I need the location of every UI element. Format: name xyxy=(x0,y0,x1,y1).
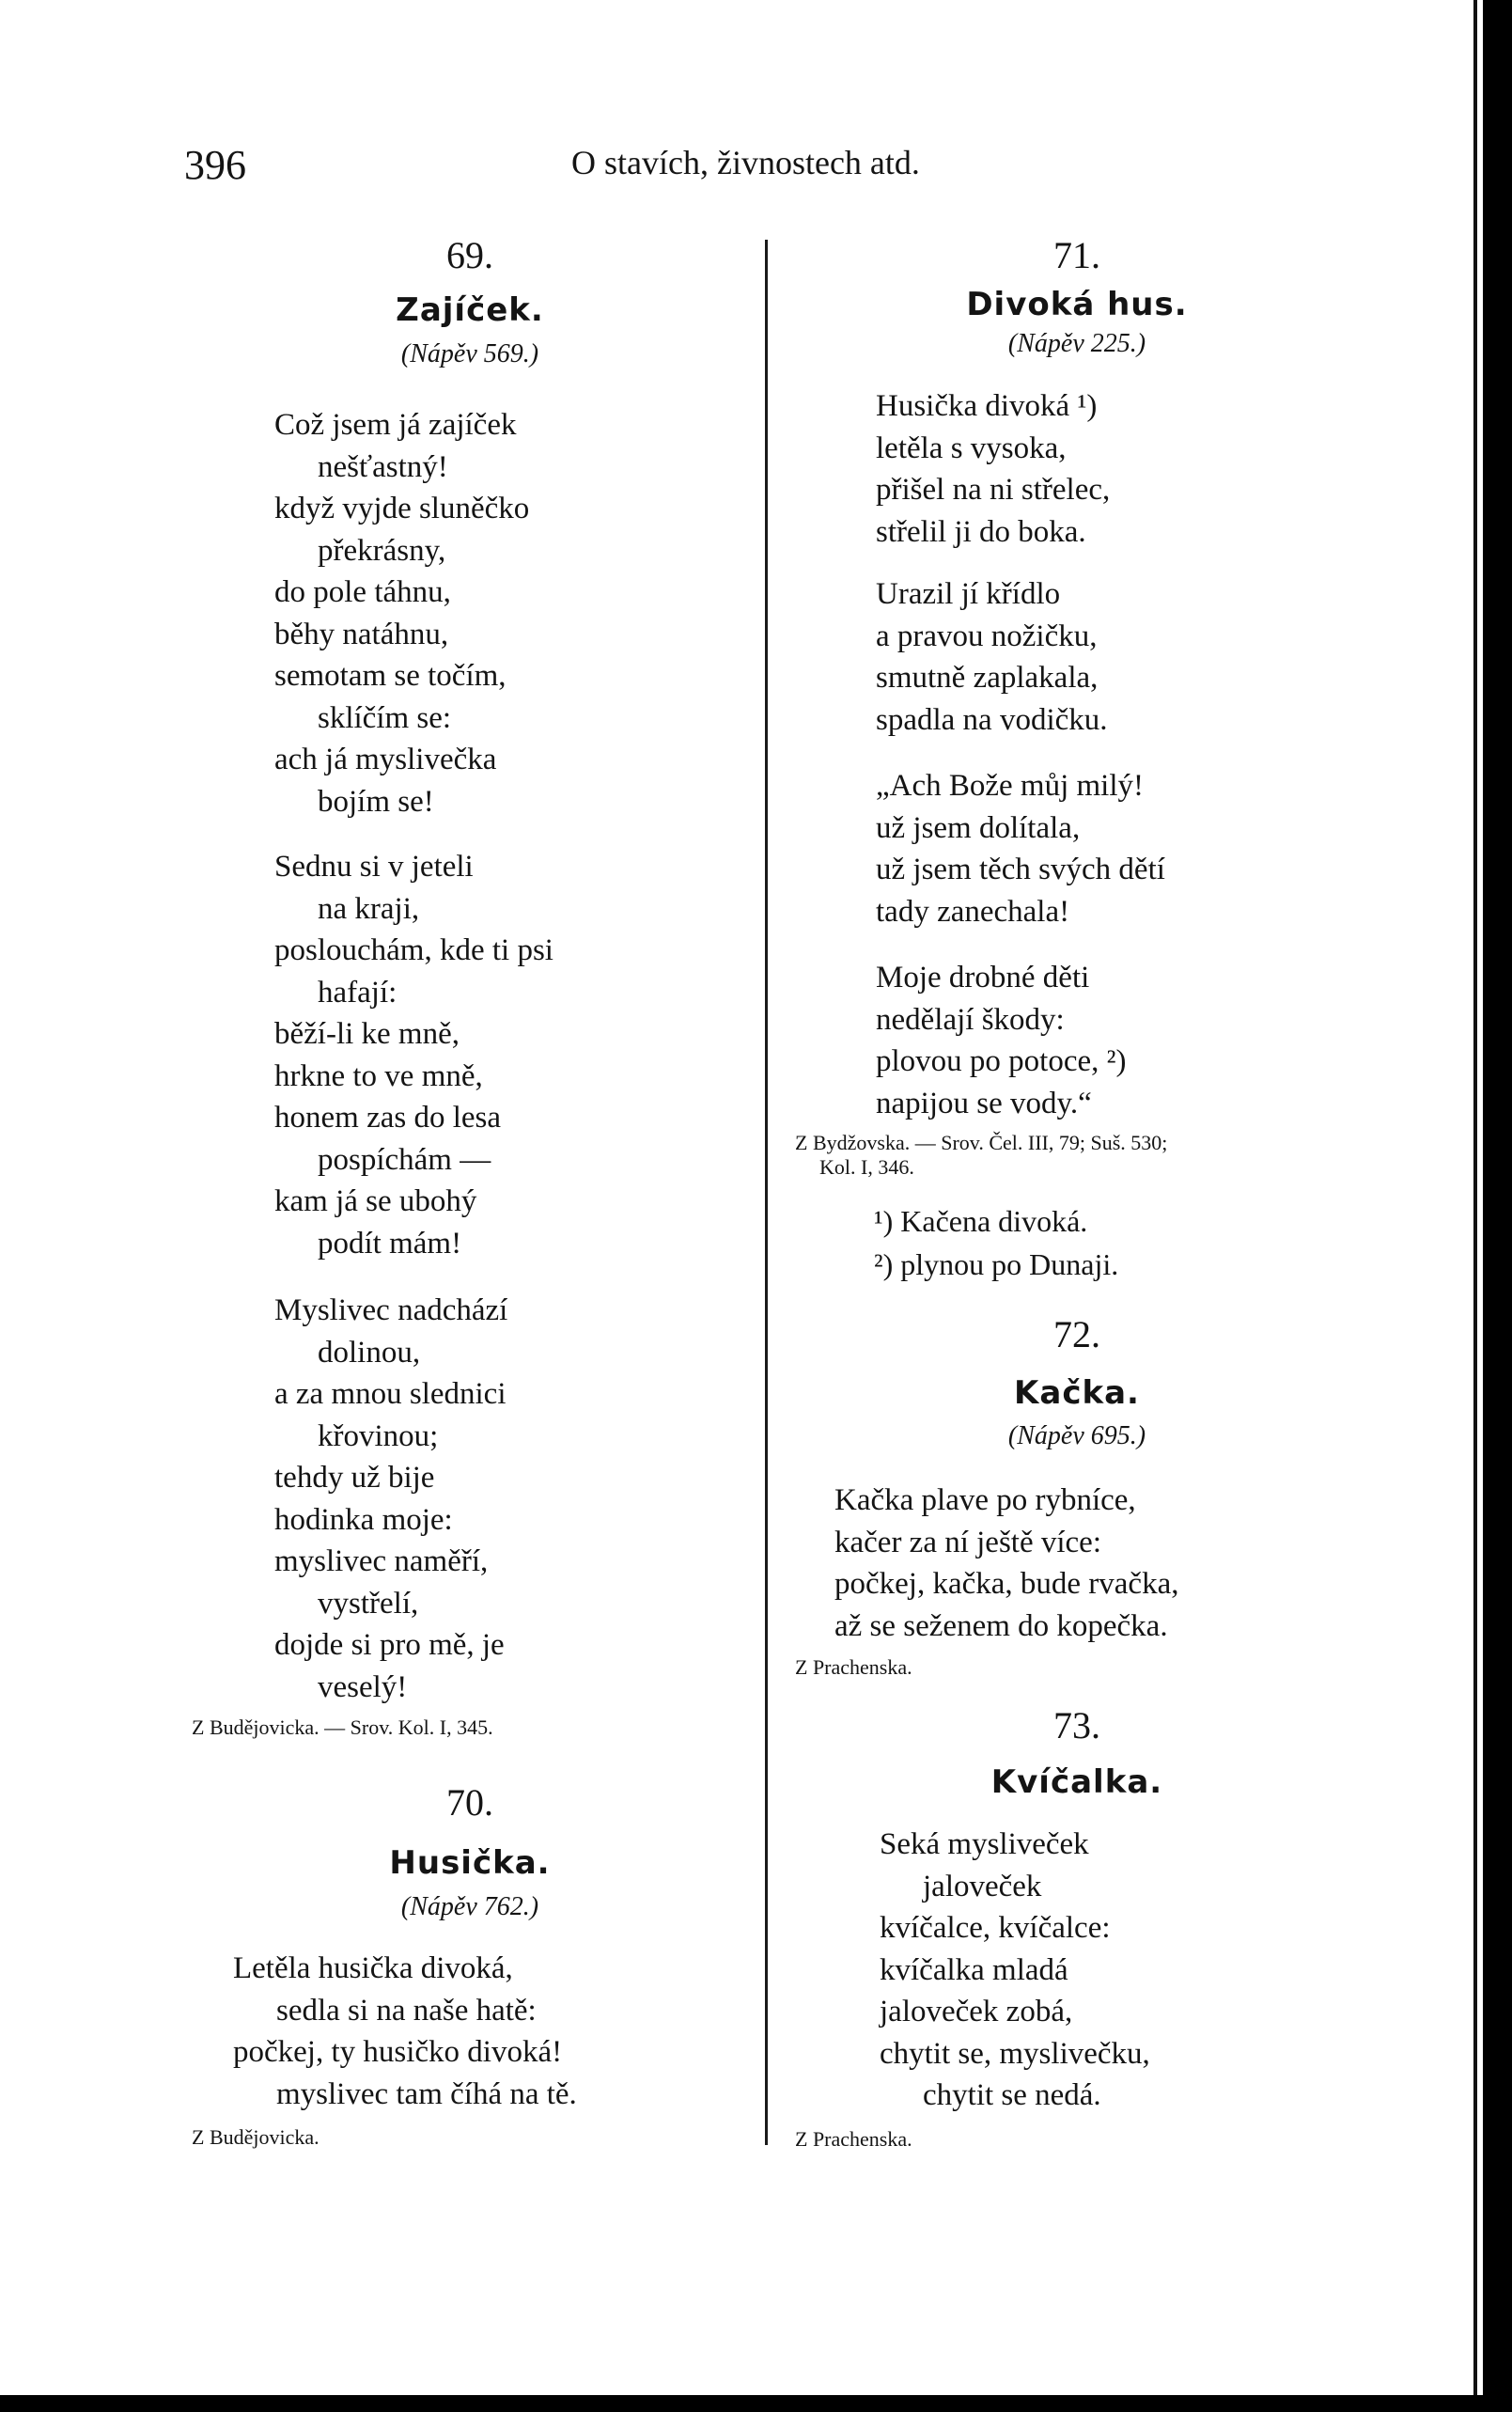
scan-border-right xyxy=(1483,0,1512,2412)
verse-line: hrkne to ve mně, xyxy=(274,1058,483,1093)
verse-line: tady zanechala! xyxy=(876,894,1070,929)
page-number: 396 xyxy=(184,142,246,188)
verse-line: poslouchám, kde ti psi xyxy=(274,933,553,967)
verse-line: tehdy už bije xyxy=(274,1461,435,1495)
song-72-stanza xyxy=(834,1480,1178,1647)
verse-line: přišel na ni střelec, xyxy=(876,473,1111,507)
song-71-napev: (Nápěv 225.) xyxy=(1007,329,1146,358)
verse-line: plovou po potoce, ²) xyxy=(876,1044,1127,1078)
verse-line: nešťastný! xyxy=(318,449,448,484)
song-71-stanza-1 xyxy=(876,385,1110,553)
song-71-title: Divoká hus. xyxy=(966,286,1188,323)
verse-line: na kraji, xyxy=(318,891,420,926)
song-73-stanza xyxy=(880,1824,1150,2117)
verse-line: myslivec tam číhá na tě. xyxy=(276,2076,577,2111)
song-70-source: Z Budějovicka. xyxy=(192,2125,320,2149)
running-title: O stavích, živnostech atd. xyxy=(571,144,920,181)
verse-line: podít mám! xyxy=(318,1226,462,1261)
verse-line: běží-li ke mně, xyxy=(274,1017,460,1051)
verse-line: hafají: xyxy=(318,975,397,1010)
verse-line: pospíchám — xyxy=(318,1142,491,1177)
column-divider xyxy=(765,240,768,2145)
song-69-title: Zajíček. xyxy=(396,291,544,329)
song-73-number: 73. xyxy=(1053,1704,1100,1746)
verse-line: překrásny, xyxy=(318,533,446,568)
song-71-stanza-4 xyxy=(876,957,1127,1124)
song-69-napev: (Nápěv 569.) xyxy=(400,339,539,368)
verse-line: bojím se! xyxy=(318,784,434,819)
song-71-number: 71. xyxy=(1053,234,1100,276)
verse-line: Moje drobné děti xyxy=(876,961,1090,995)
verse-line: ach já myslivečka xyxy=(274,743,497,776)
verse-line: počkej, ty husičko divoká! xyxy=(233,2035,563,2069)
verse-line: Kačka plave po rybníce, xyxy=(834,1483,1136,1517)
verse-line: jalovеček xyxy=(923,1869,1042,1903)
verse-line: kam já se ubohý xyxy=(274,1184,477,1218)
song-71-stanza-3 xyxy=(876,765,1165,932)
verse-line: kvíčalce, kvíčalce: xyxy=(880,1911,1111,1945)
verse-line: do pole táhnu, xyxy=(274,575,451,609)
verse-line: dojde si pro mě, je xyxy=(274,1628,505,1662)
song-70-number: 70. xyxy=(446,1781,493,1824)
verse-line: běhy natáhnu, xyxy=(274,617,449,651)
page-edge-line xyxy=(1473,0,1477,2412)
verse-line: Letěla husička divoká, xyxy=(233,1951,513,1985)
verse-line: Seká mysliveček xyxy=(880,1827,1089,1861)
verse-line: a pravou nožičku, xyxy=(876,619,1098,653)
verse-line: napijou se vody.“ xyxy=(876,1086,1092,1120)
verse-line: spadla na vodičku. xyxy=(876,702,1108,737)
verse-line: „Ach Bože můj milý! xyxy=(876,769,1145,803)
verse-line: chytit se, myslivečku, xyxy=(880,2036,1150,2071)
song-72-number: 72. xyxy=(1053,1313,1100,1355)
song-72-napev: (Nápěv 695.) xyxy=(1007,1421,1146,1450)
verse-line: počkej, kačka, bude rvačka, xyxy=(834,1567,1179,1601)
verse-line: až se seženem do kopečka. xyxy=(834,1608,1168,1643)
verse-line: chytit se nedá. xyxy=(923,2078,1101,2112)
song-72-source: Z Prachenska. xyxy=(795,1655,912,1679)
verse-line: a za mnou slednici xyxy=(274,1377,507,1411)
verse-line: křovinou; xyxy=(318,1418,439,1453)
song-72-title: Kačka. xyxy=(1014,1374,1140,1412)
verse-line: střelil ji do boka. xyxy=(876,514,1086,549)
verse-line: Což jsem já zajíček xyxy=(274,408,517,442)
song-71-source-line-2: Kol. I, 346. xyxy=(819,1155,914,1179)
verse-line: veselý! xyxy=(318,1669,408,1704)
verse-line: nedělají škody: xyxy=(876,1002,1065,1037)
song-69-source: Z Budějovicka. — Srov. Kol. I, 345. xyxy=(192,1715,493,1739)
verse-line: kačer za ní ještě více: xyxy=(834,1525,1101,1559)
verse-line: Urazil jí křídlo xyxy=(876,577,1061,611)
verse-line: honem zas do lesa xyxy=(274,1101,502,1135)
verse-line: semotam se točím, xyxy=(274,659,507,693)
verse-line: už jsem dolítala, xyxy=(876,810,1081,845)
song-71-source-line-1: Z Bydžovska. — Srov. Čel. III, 79; Suš. 530; xyxy=(795,1131,1168,1154)
song-73-title: Kvíčalka. xyxy=(990,1763,1163,1801)
verse-line: když vyjde sluněčko xyxy=(274,492,530,525)
verse-line: dolinou, xyxy=(318,1335,421,1370)
song-70-napev: (Nápěv 762.) xyxy=(400,1892,539,1921)
verse-line: Husička divoká ¹) xyxy=(876,389,1098,423)
verse-line: vystřelí, xyxy=(318,1586,419,1621)
song-69-stanza-1 xyxy=(274,404,529,822)
footnote-1: ¹) Kačena divoká. xyxy=(874,1204,1088,1238)
verse-line: jaloveček zobá, xyxy=(880,1995,1073,2028)
verse-line: sedla si na naše hatě: xyxy=(276,1993,537,2028)
verse-line: Sednu si v jeteli xyxy=(274,850,474,884)
song-73-source: Z Prachenska. xyxy=(795,2127,912,2151)
verse-line: hodinka moje: xyxy=(274,1502,453,1537)
verse-line: smutně zaplakala, xyxy=(876,661,1099,695)
song-70-stanza xyxy=(233,1948,577,2115)
song-70-title: Husička. xyxy=(389,1844,551,1882)
song-69-stanza-2 xyxy=(274,846,553,1264)
verse-line: kvíčalka mladá xyxy=(880,1952,1068,1987)
verse-line: myslivec naměří, xyxy=(274,1544,489,1578)
song-69-stanza-3 xyxy=(274,1290,507,1708)
verse-line: už jsem těch svých dětí xyxy=(876,853,1165,886)
verse-line: sklíčím se: xyxy=(318,700,452,735)
scan-border-bottom xyxy=(0,2395,1512,2412)
verse-line: Myslivec nadchází xyxy=(274,1293,508,1327)
footnote-2: ²) plynou po Dunaji. xyxy=(874,1247,1119,1281)
song-71-stanza-2 xyxy=(876,573,1108,741)
verse-line: letěla s vysoka, xyxy=(876,431,1067,465)
song-69-number: 69. xyxy=(446,234,493,276)
